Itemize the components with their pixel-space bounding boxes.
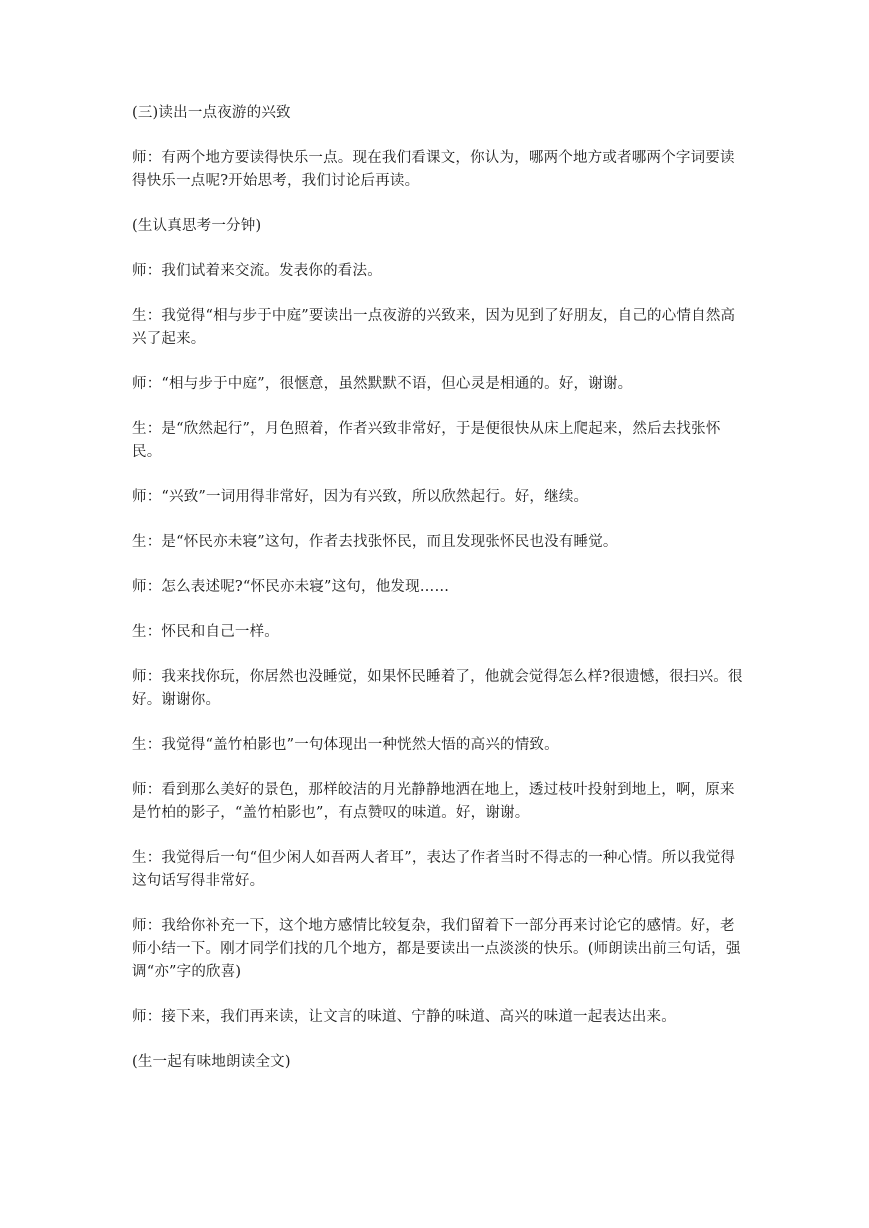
paragraph: 生：我觉得“盖竹柏影也”一句体现出一种恍然大悟的高兴的情致。 xyxy=(132,737,559,753)
paragraph: (生认真思考一分钟) xyxy=(132,218,262,234)
paragraph: 生：我觉得后一句“但少闲人如吾两人者耳”，表达了作者当时不得志的一种心情。所以我觉得这句话写得非常好。 xyxy=(132,850,736,889)
paragraph: 师：怎么表述呢?“怀民亦未寝”这句，他发现…… xyxy=(132,579,450,595)
paragraph: 师：我给你补充一下，这个地方感情比较复杂，我们留着下一部分再来讨论它的感情。好，老师小结一下。刚才同学们找的几个地方，都是要读出一点淡淡的快乐。(师朗读出前三句话，强调“亦”字的欣喜) xyxy=(132,918,741,980)
paragraph: 师：我们试着来交流。发表你的看法。 xyxy=(132,263,382,279)
paragraph: (生一起有味地朗读全文) xyxy=(132,1054,291,1070)
document-body xyxy=(132,102,744,1096)
paragraph: 生：怀民和自己一样。 xyxy=(132,624,279,640)
section-heading: (三)读出一点夜游的兴致 xyxy=(132,105,291,121)
paragraph: 师：有两个地方要读得快乐一点。现在我们看课文，你认为，哪两个地方或者哪两个字词要读得快乐一点呢?开始思考，我们讨论后再读。 xyxy=(132,150,735,189)
paragraph: 师：看到那么美好的景色，那样皎洁的月光静静地洒在地上，透过枝叶投射到地上，啊，原来是竹柏的影子，“盖竹柏影也”，有点赞叹的味道。好，谢谢。 xyxy=(132,782,735,821)
paragraph: 师：接下来，我们再来读，让文言的味道、宁静的味道、高兴的味道一起表达出来。 xyxy=(132,1009,676,1025)
paragraph: 师：“相与步于中庭”，很惬意，虽然默默不语，但心灵是相通的。好，谢谢。 xyxy=(132,376,633,392)
paragraph: 生：是“怀民亦未寝”这句，作者去找张怀民，而且发现张怀民也没有睡觉。 xyxy=(132,534,618,550)
paragraph: 师：我来找你玩，你居然也没睡觉，如果怀民睡着了，他就会觉得怎么样?很遗憾，很扫兴。很好。谢谢你。 xyxy=(132,669,743,708)
paragraph: 师：“兴致”一词用得非常好，因为有兴致，所以欣然起行。好，继续。 xyxy=(132,489,589,505)
paragraph: 生：我觉得“相与步于中庭”要读出一点夜游的兴致来，因为见到了好朋友，自己的心情自然高兴了起来。 xyxy=(132,308,736,347)
paragraph: 生：是“欣然起行”，月色照着，作者兴致非常好，于是便很快从床上爬起来，然后去找张怀民。 xyxy=(132,421,721,460)
